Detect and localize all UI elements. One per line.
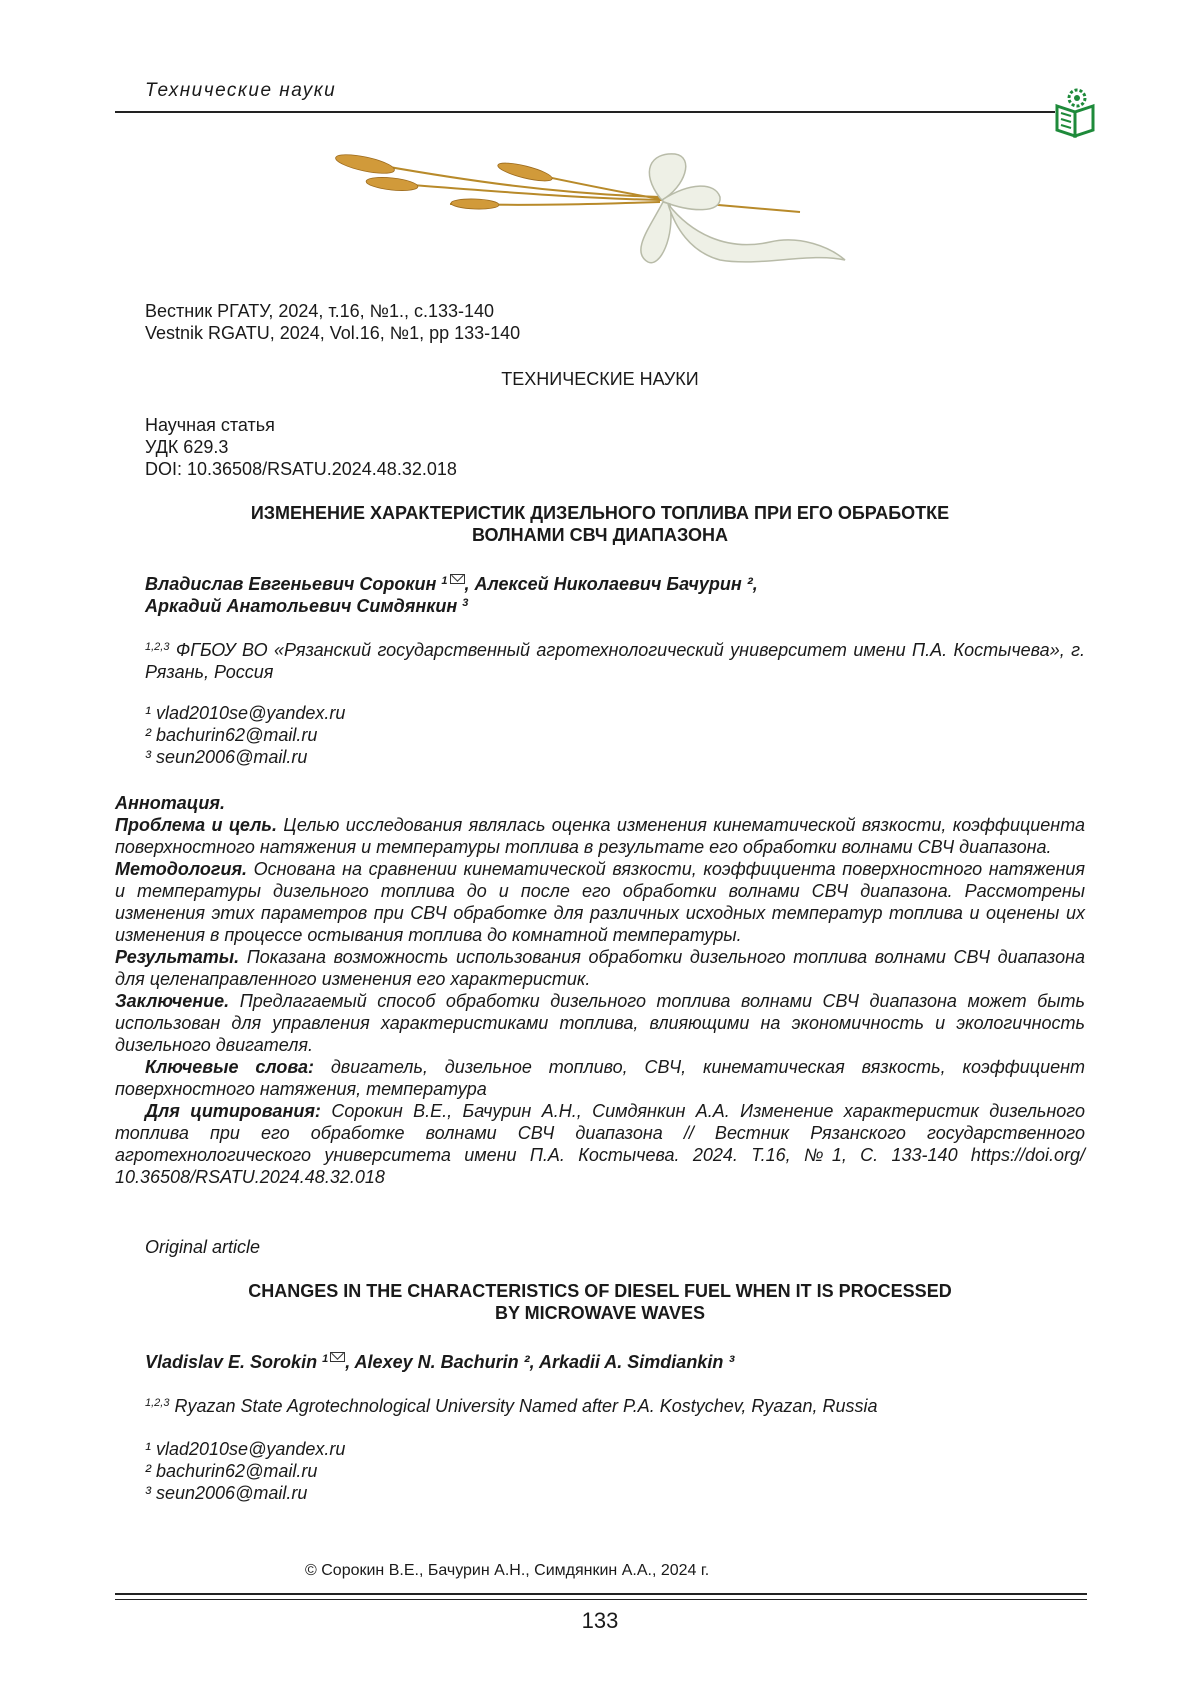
citation-en: Vestnik RGATU, 2024, Vol.16, №1, pp 133-140 — [145, 323, 521, 343]
abstract-results: Результаты. Показана возможность использования обработки дизельного топлива волнами СВЧ диапазона для целенаправленного изменения его характеристик. — [115, 947, 1085, 989]
citation-for: Для цитирования: Сорокин В.Е., Бачурин А.Н., Симдянкин А.А. Изменение характеристик дизельного топлива при его обработке волнами СВЧ диапазона // Вестник Рязанского государственного агротехнологического университета имени П.А. Костычева. 2024. Т.16, №1, С. 133-140 https://doi.org/ 10.36508/RSATU.2024.48.32.018 — [115, 1101, 1085, 1187]
title-ru-line1: ИЗМЕНЕНИЕ ХАРАКТЕРИСТИК ДИЗЕЛЬНОГО ТОПЛИВА ПРИ ЕГО ОБРАБОТКЕ — [250, 503, 950, 523]
affiliation-en — [145, 1392, 877, 1417]
affiliation-en-text: Ryazan State Agrotechnological University Named after P.A. Kostychev, Ryazan, Russia — [169, 1396, 878, 1416]
author-1-en: Vladislav E. Sorokin — [145, 1352, 318, 1372]
copyright: © Сорокин В.Е., Бачурин А.Н., Симдянкин А.А., 2024 г. — [305, 1562, 710, 1579]
author-3-ru: Аркадий Анатольевич Симдянкин — [145, 596, 458, 616]
email-ru-3: ³ seun2006@mail.ru — [145, 747, 308, 767]
title-en-line2: BY MICROWAVE WAVES — [494, 1303, 706, 1323]
email-en-3: ³ seun2006@mail.ru — [145, 1483, 308, 1503]
abstract-block — [115, 792, 1085, 1188]
abstract-methodology: Методология. Основана на сравнении кинематической вязкости, коэффициента поверхностного натяжения и температуры дизельного топлива до и после его обработки волнами СВЧ диапазона. Рассмотрены изменения этих параметров при СВЧ обработке для различных исходных температур топлива и оценены их изменения в процессе остывания топлива до комнатной температуры. — [115, 859, 1085, 945]
keywords: Ключевые слова: двигатель, дизельное топливо, СВЧ, кинематическая вязкость, коэффициент поверхностного натяжения, температура — [115, 1057, 1085, 1099]
author-3-sup: 3 — [462, 597, 469, 609]
footer-rule-thin — [115, 1599, 1087, 1600]
article-type-en: Original article — [145, 1237, 261, 1257]
abstract-conclusion: Заключение. Предлагаемый способ обработки дизельного топлива волнами СВЧ диапазона может быть использован для управления характеристиками топлива, влияющими на экономичность и экологичность дизельного двигателя. — [115, 991, 1085, 1055]
envelope-icon — [330, 1352, 345, 1362]
footer-rule-thick — [115, 1593, 1087, 1595]
book-gear-logo-icon — [1053, 86, 1097, 138]
authors-en — [145, 1348, 734, 1373]
envelope-icon — [450, 574, 465, 584]
affiliation-ru-sup: 1,2,3 — [145, 641, 170, 653]
author-2-ru: , Алексей Николаевич Бачурин ², — [464, 574, 758, 594]
author-1-ru: Владислав Евгеньевич Сорокин — [145, 574, 437, 594]
article-type-ru: Научная статья — [145, 415, 275, 435]
udc: УДК 629.3 — [145, 437, 229, 457]
email-ru-2: ² bachurin62@mail.ru — [145, 725, 318, 745]
author-1-sup: 1 — [441, 575, 448, 587]
affiliation-ru-text: ФГБОУ ВО «Рязанский государственный агротехнологический университет имени П.А. Костычева», г. Рязань, Россия — [145, 640, 1085, 682]
doi: DOI: 10.36508/RSATU.2024.48.32.018 — [145, 459, 457, 479]
header-rule — [115, 111, 1055, 113]
authors-en-rest: , Alexey N. Bachurin ², Arkadii A. Simdiankin ³ — [345, 1352, 735, 1372]
citation-ru: Вестник РГАТУ, 2024, т.16, №1., с.133-140 — [145, 301, 495, 321]
page-number: 133 — [581, 1608, 619, 1633]
wheat-ribbon-illustration — [330, 142, 850, 287]
email-en-2: ² bachurin62@mail.ru — [145, 1461, 318, 1481]
affiliation-ru — [145, 636, 1085, 683]
abstract-heading: Аннотация. — [115, 793, 225, 813]
section-title: ТЕХНИЧЕСКИЕ НАУКИ — [501, 369, 699, 389]
title-ru-line2: ВОЛНАМИ СВЧ ДИАПАЗОНА — [471, 525, 729, 545]
running-head: Технические науки — [145, 80, 337, 101]
email-ru-1: ¹ vlad2010se@yandex.ru — [145, 703, 346, 723]
author-1-en-sup: 1 — [322, 1353, 329, 1365]
email-en-1: ¹ vlad2010se@yandex.ru — [145, 1439, 346, 1459]
authors-ru-line2 — [145, 592, 468, 617]
title-en-line1: CHANGES IN THE CHARACTERISTICS OF DIESEL FUEL WHEN IT IS PROCESSED — [248, 1281, 952, 1301]
abstract-problem: Проблема и цель. Целью исследования являлась оценка изменения кинематической вязкости, коэффициента поверхностного натяжения и температуры топлива в результате его обработки волнами СВЧ диапазона. — [115, 815, 1085, 857]
affiliation-en-sup: 1,2,3 — [145, 1397, 170, 1409]
